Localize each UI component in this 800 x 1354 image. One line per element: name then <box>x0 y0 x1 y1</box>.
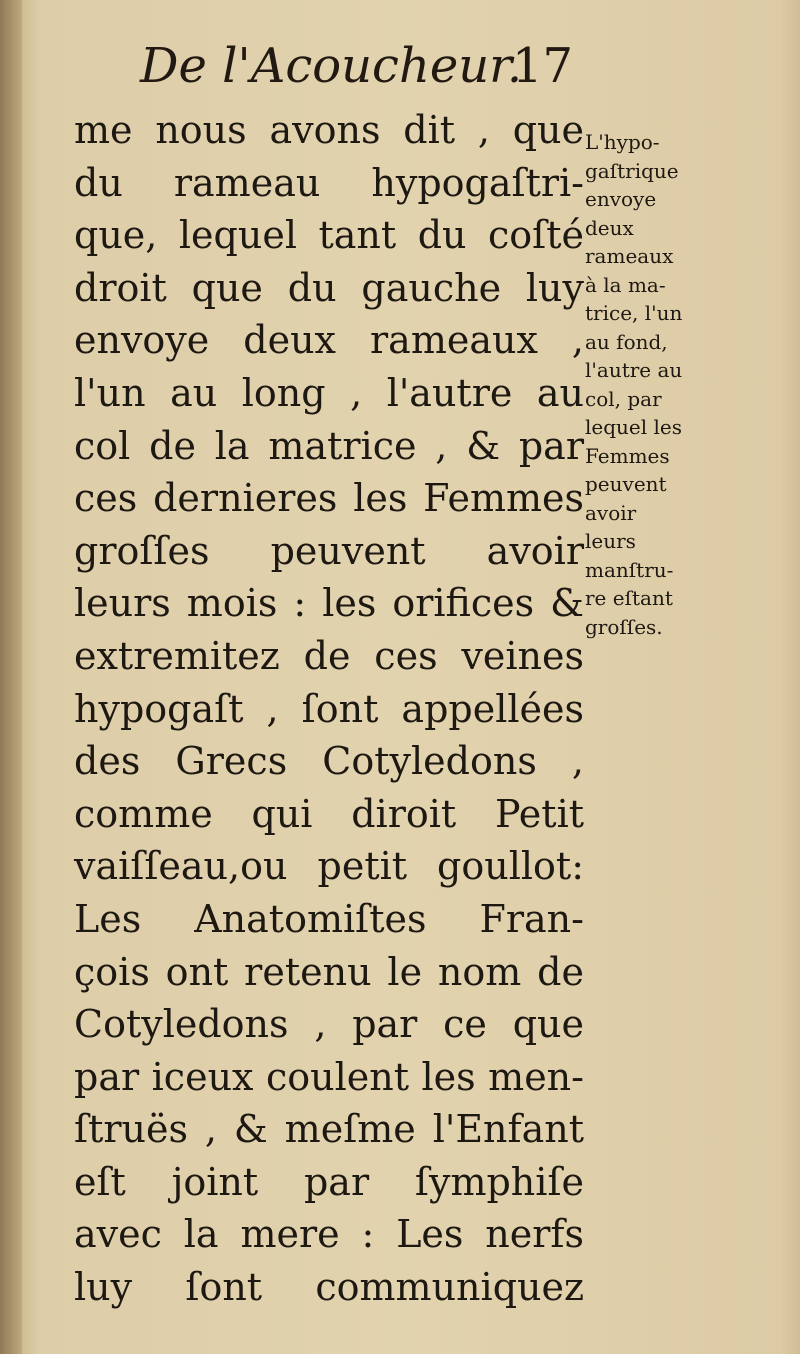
text-line: des Grecs Cotyledons , <box>74 739 584 784</box>
book-gutter <box>0 0 22 1354</box>
text-line: l'un au long , l'autre au <box>74 370 584 415</box>
margin-note-line: gaſtrique <box>585 158 679 183</box>
margin-note-line: L'hypo- <box>585 130 660 154</box>
margin-note-line: au fond, <box>585 329 668 354</box>
text-line: Cotyledons , par ce que <box>74 1002 584 1047</box>
text-line: leurs mois : les orifices & <box>74 581 584 626</box>
text-line: ces dernieres les Femmes <box>74 476 584 521</box>
margin-note-line: à la ma- <box>585 272 666 297</box>
main-text-block <box>74 104 584 1314</box>
margin-note-line: manſtru- <box>585 557 674 582</box>
text-line: groſſes peuvent avoir <box>74 528 584 573</box>
margin-note-line: leurs <box>585 529 636 553</box>
running-title: De l'Acoucheur. <box>140 38 523 94</box>
running-header <box>140 38 590 98</box>
margin-note-line: envoye <box>585 187 657 211</box>
margin-note-line: col, par <box>585 386 662 411</box>
text-line: me nous avons dit , que <box>74 108 584 152</box>
margin-note-line: l'autre au <box>585 358 683 382</box>
margin-note-line: deux <box>585 215 634 240</box>
text-line: avec la mere : Les nerfs <box>74 1212 584 1257</box>
text-line: çois ont retenu le nom de <box>74 949 584 994</box>
text-line: Les Anatomiſtes Fran- <box>74 896 584 941</box>
margin-note-line: peuvent <box>585 472 667 496</box>
text-line: droit que du gauche luy <box>74 265 584 310</box>
margin-note-line: lequel les <box>585 415 683 439</box>
text-line: luy ſont communiquez <box>74 1265 584 1310</box>
text-line: par iceux coulent les men- <box>74 1054 584 1099</box>
margin-note-line: re eſtant <box>585 586 673 610</box>
margin-note-line: trice, l'un <box>585 301 683 325</box>
text-line: comme qui diroit Petit <box>74 791 584 836</box>
margin-note-line: Femmes <box>585 443 670 468</box>
margin-note <box>585 128 715 641</box>
text-line: hypogaſt , ſont appellées <box>74 686 584 731</box>
margin-note-line: groſſes. <box>585 614 663 639</box>
page-number: 17 <box>512 38 574 94</box>
margin-note-line: avoir <box>585 500 637 525</box>
margin-note-line: rameaux <box>585 244 674 268</box>
text-line: envoye deux rameaux , <box>74 318 584 363</box>
text-line: extremitez de ces veines <box>74 633 584 678</box>
text-line: eſt joint par ſymphiſe <box>74 1159 584 1204</box>
text-line: vaiſſeau,ou petit goullot: <box>74 844 584 889</box>
text-line: ſtruës , & meſme l'Enfant <box>74 1107 584 1152</box>
text-line: que, lequel tant du coſté <box>74 213 584 258</box>
text-line: du rameau hypogaſtri- <box>74 160 584 205</box>
text-line: col de la matrice , & par <box>74 423 584 468</box>
